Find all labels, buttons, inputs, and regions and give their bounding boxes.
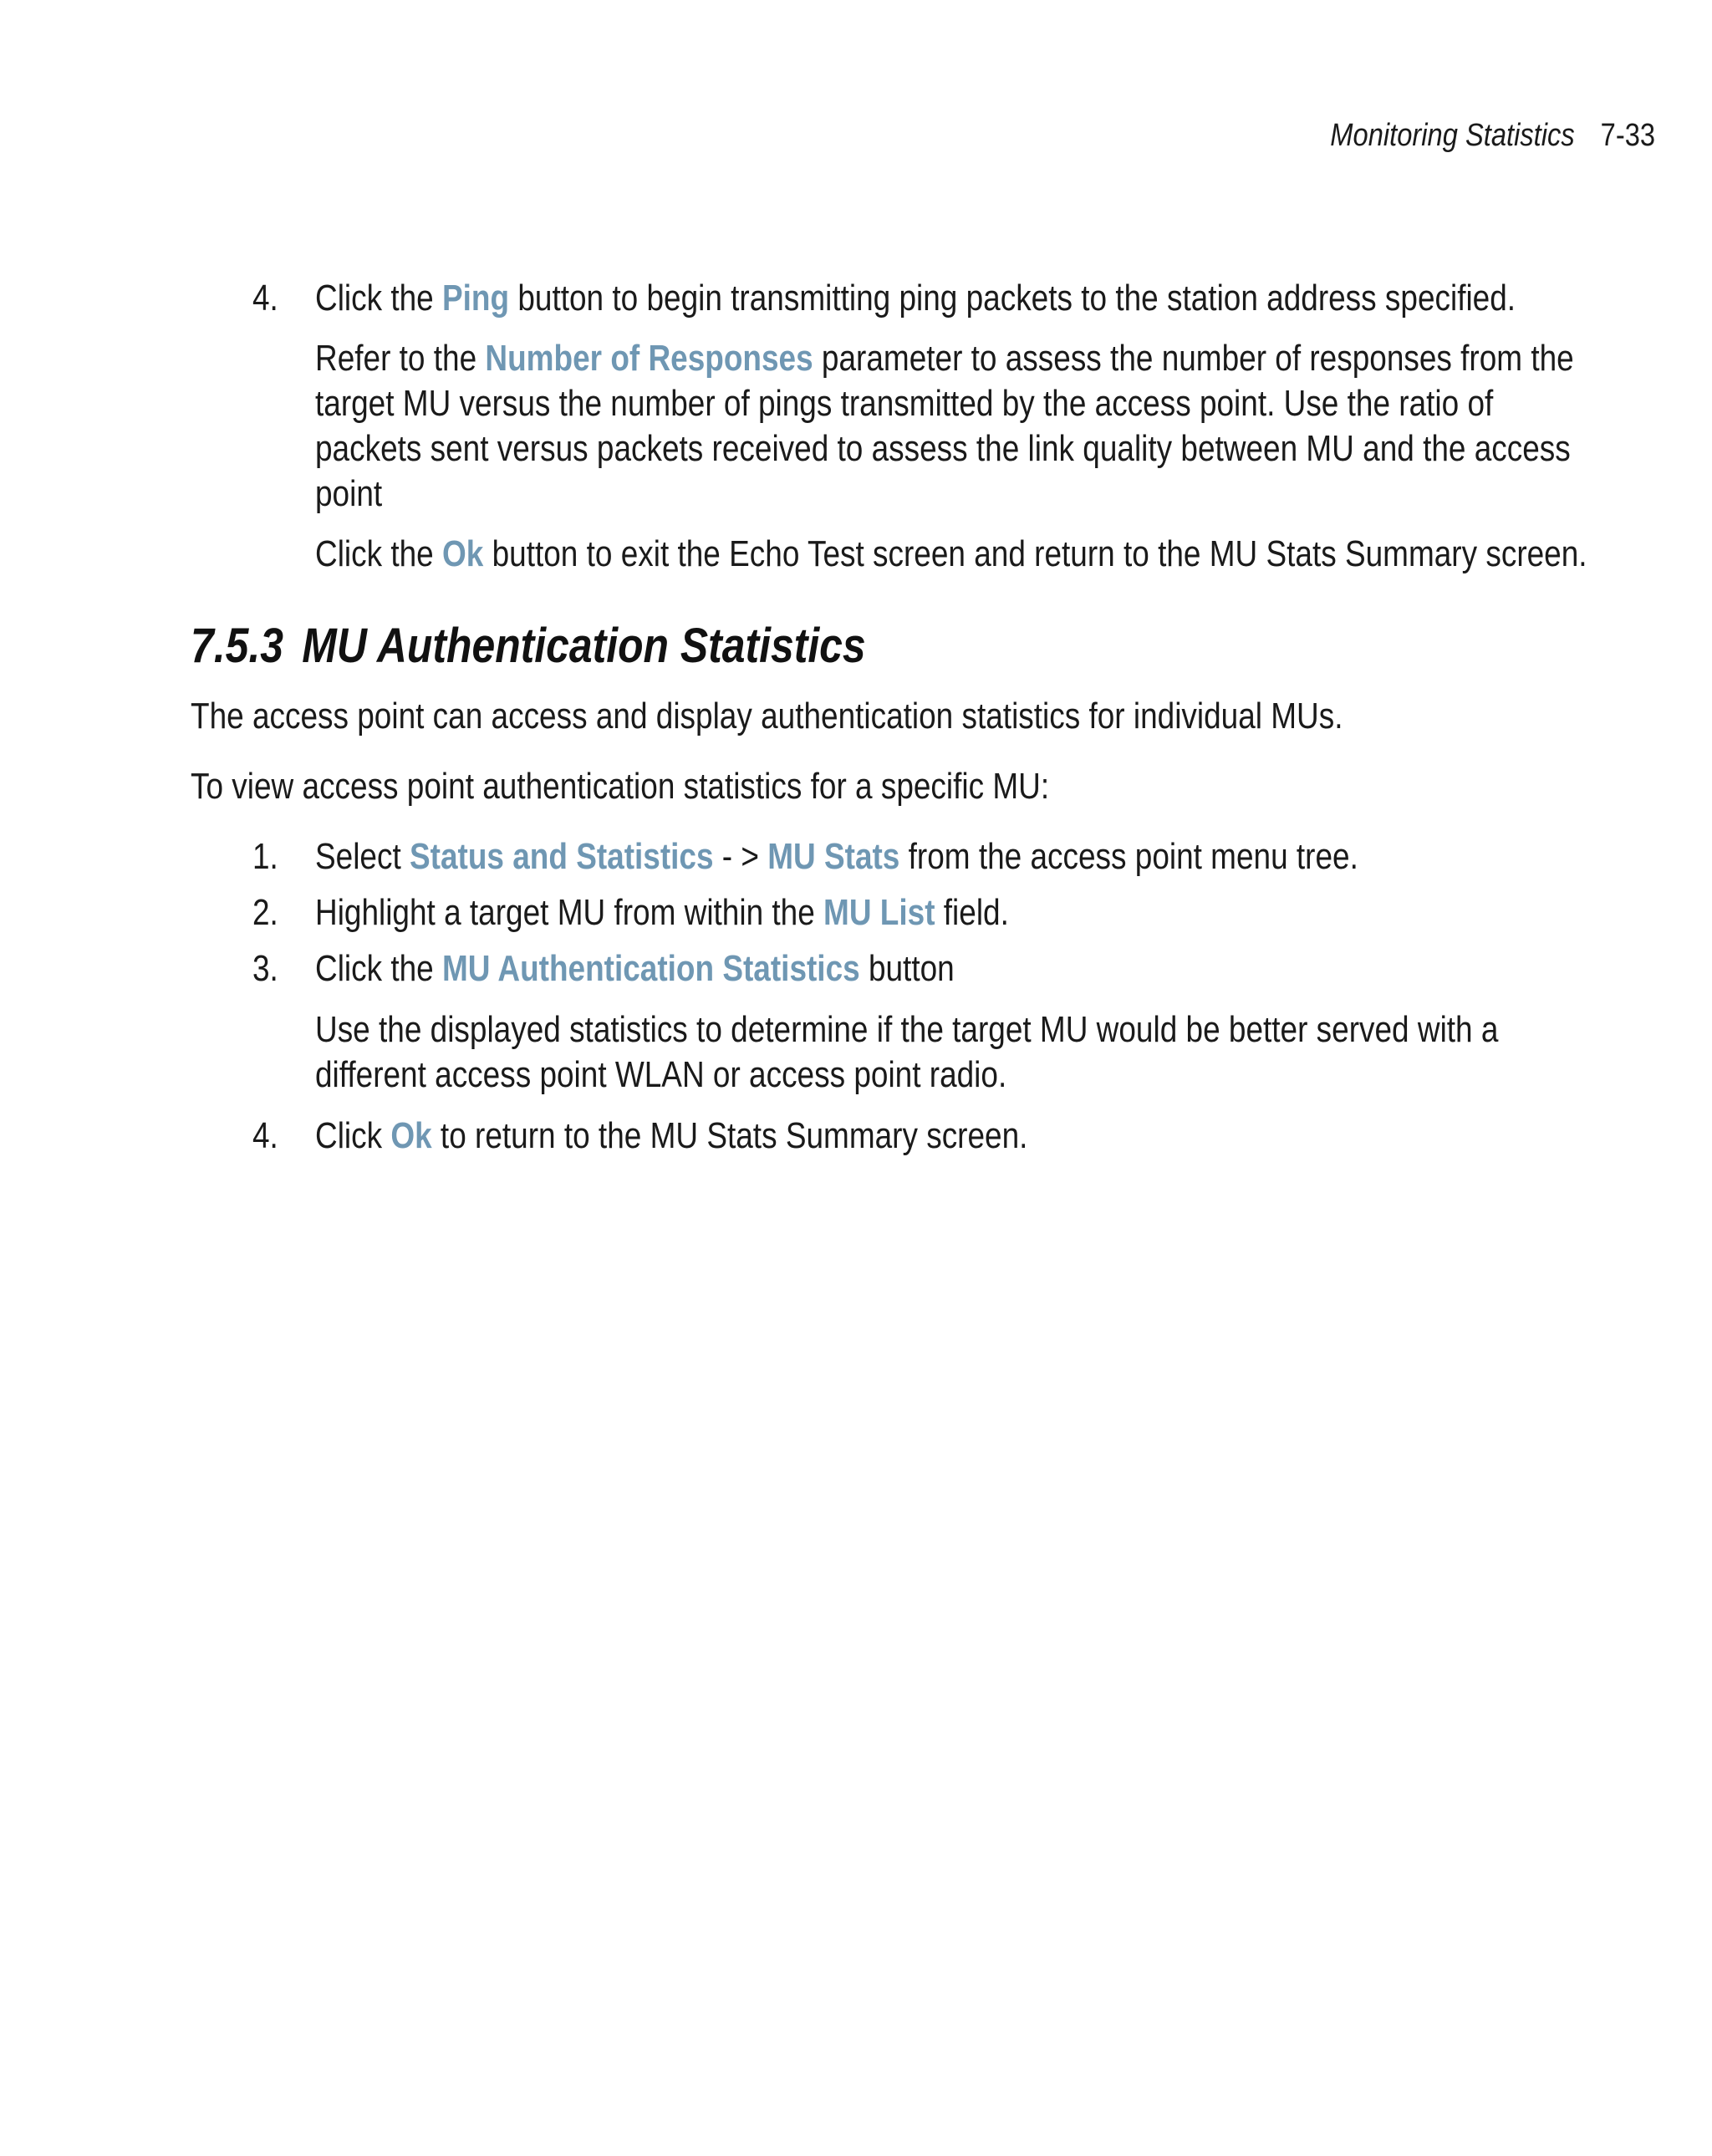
refer-line-4: point <box>315 473 383 514</box>
step-number: 2. <box>252 892 278 933</box>
text-segment: button to begin transmitting ping packets to the station address specified. <box>509 278 1516 319</box>
section-title: MU Authentication Statistics <box>302 619 866 673</box>
step-number: 4. <box>252 278 278 319</box>
step-3-text <box>315 946 955 991</box>
ui-term-mu-list: MU List <box>823 892 935 933</box>
refer-line-2: target MU versus the number of pings transmitted by the access point. Use the ratio of <box>315 383 1494 424</box>
text-segment: Click the <box>315 278 443 319</box>
note-line-2: different access point WLAN or access point radio. <box>315 1054 1007 1095</box>
step-ping-text <box>315 276 1516 321</box>
text-segment: button to exit the Echo Test screen and return to the MU Stats Summary screen. <box>483 533 1587 574</box>
ui-term-ping: Ping <box>442 278 510 319</box>
ui-term-ok: Ok <box>390 1115 432 1156</box>
text-segment: button <box>859 948 955 989</box>
text-segment: Highlight a target MU from within the <box>315 892 824 933</box>
step-2-text <box>315 890 1009 935</box>
text-segment: parameter to assess the number of responses from the <box>813 338 1574 379</box>
text-segment: - > <box>713 836 768 877</box>
text-segment: Click the <box>315 948 443 989</box>
section-heading <box>191 617 866 675</box>
text-segment: from the access point menu tree. <box>899 836 1358 877</box>
ok-exit-text <box>315 532 1587 577</box>
ui-term-ok: Ok <box>442 533 484 574</box>
section-number: 7.5.3 <box>191 619 283 673</box>
text-segment: Click <box>315 1115 391 1156</box>
ui-term-mu-authentication-statistics: MU Authentication Statistics <box>442 948 860 989</box>
refer-line-1 <box>315 336 1574 381</box>
note-line-1: Use the displayed statistics to determine if the target MU would be better served with a <box>315 1009 1499 1050</box>
intro-paragraph: The access point can access and display authentication statistics for individual MUs. <box>191 696 1343 737</box>
ui-term-number-of-responses: Number of Responses <box>485 338 813 379</box>
step-number: 3. <box>252 948 278 989</box>
refer-line-3: packets sent versus packets received to assess the link quality between MU and the access <box>315 428 1571 469</box>
page-number: 7-33 <box>1600 118 1655 153</box>
ui-term-status-and-statistics: Status and Statistics <box>409 836 714 877</box>
step-4-text <box>315 1114 1027 1159</box>
step-number: 4. <box>252 1115 278 1156</box>
step-number: 1. <box>252 836 278 877</box>
step-1-text <box>315 834 1358 879</box>
to-view-paragraph: To view access point authentication statistics for a specific MU: <box>191 766 1050 807</box>
text-segment: to return to the MU Stats Summary screen. <box>431 1115 1028 1156</box>
running-header-section: Monitoring Statistics <box>1330 118 1575 153</box>
text-segment: Click the <box>315 533 443 574</box>
text-segment: field. <box>935 892 1009 933</box>
running-header <box>1330 115 1655 155</box>
text-segment: Refer to the <box>315 338 486 379</box>
text-segment: Select <box>315 836 410 877</box>
ui-term-mu-stats: MU Stats <box>767 836 900 877</box>
